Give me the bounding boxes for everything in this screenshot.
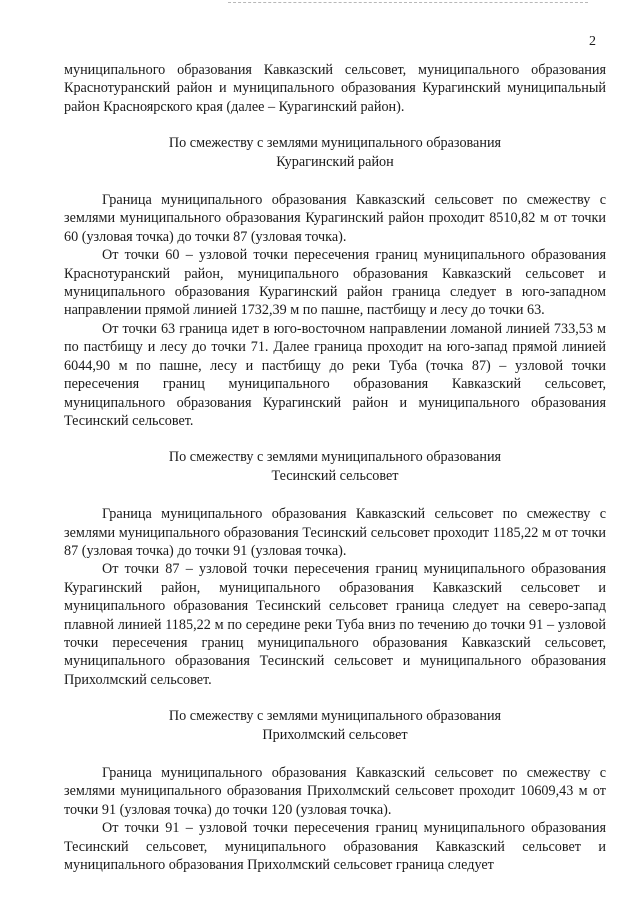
paragraph: От точки 63 граница идет в юго-восточном направлении ломаной линией 733,53 м по пастбищу и лесу до точки 71. Далее граница проходит на юго-запад прямой линией 6044,90 м по пашне, лесу и пастбищу до реки Туба (точка 87) – узловой точки пересечения границ муниципального образования Кавказский сельсовет, муниципального образования Курагинский район и муниципального образования Тесинский сельсовет. bbox=[64, 320, 606, 429]
paragraph: Граница муниципального образования Кавказский сельсовет по смежеству с землями муниципального образования Курагинский район проходит 8510,82 м от точки 60 (узловая точка) до точки 87 (узловая точка). bbox=[64, 192, 606, 245]
section-heading: По смежеству с землями муниципального образования bbox=[168, 135, 502, 152]
paragraph: Граница муниципального образования Кавказский сельсовет по смежеству с землями муниципального образования Тесинский сельсовет проходит 1185,22 м от точки 87 (узловая точка) до точки 91 (узловая точка). bbox=[64, 506, 606, 559]
section-heading: По смежеству с землями муниципального образования bbox=[168, 449, 502, 466]
section-priholmsky bbox=[64, 707, 606, 874]
paragraph: От точки 91 – узловой точки пересечения границ муниципального образования Тесинский сельсовет, муниципального образования Кавказский сельсовет и муниципального образования Прихолмский сельсовет граница следует bbox=[64, 820, 606, 874]
section-subheading: Прихолмский сельсовет bbox=[262, 726, 408, 743]
paragraph: Граница муниципального образования Кавказский сельсовет по смежеству с землями муниципального образования Прихолмский сельсовет проходит 10609,43 м от точки 91 (узловая точка) до точки 120 (узловая точка). bbox=[64, 765, 606, 818]
section-subheading: Курагинский район bbox=[276, 153, 394, 170]
document-body bbox=[64, 61, 606, 874]
paragraph: От точки 87 – узловой точки пересечения границ муниципального образования Курагинский район, муниципального образования Кавказский сельсовет и муниципального образования Тесинский сельсовет граница следует на северо-запад плавной линией 1185,22 м по середине реки Туба вниз по течению до точки 91 – узловой точки пересечения границ муниципального образования Кавказский сельсовет, муниципального образования Тесинский сельсовет и муниципального образования Прихолмский сельсовет. bbox=[64, 561, 606, 688]
section-subheading: Тесинский сельсовет bbox=[271, 467, 399, 484]
section-kuraginsky bbox=[64, 134, 606, 430]
intro-paragraph: муниципального образования Кавказский сельсовет, муниципального образования Краснотуранский район и муниципального образования Курагинский муниципальный район Красноярского края (далее – Курагинский район). bbox=[64, 62, 606, 115]
page-number: 2 bbox=[589, 34, 596, 49]
section-tesinsky bbox=[64, 448, 606, 689]
paragraph: От точки 60 – узловой точки пересечения границ муниципального образования Краснотуранский район, муниципального образования Кавказский сельсовет и муниципального образования Курагинский район граница следует в юго-западном направлении прямой линией 1732,39 м по пашне, пастбищу и лесу до точки 63. bbox=[64, 247, 606, 319]
scan-top-line bbox=[228, 2, 588, 4]
section-heading: По смежеству с землями муниципального образования bbox=[168, 708, 502, 725]
